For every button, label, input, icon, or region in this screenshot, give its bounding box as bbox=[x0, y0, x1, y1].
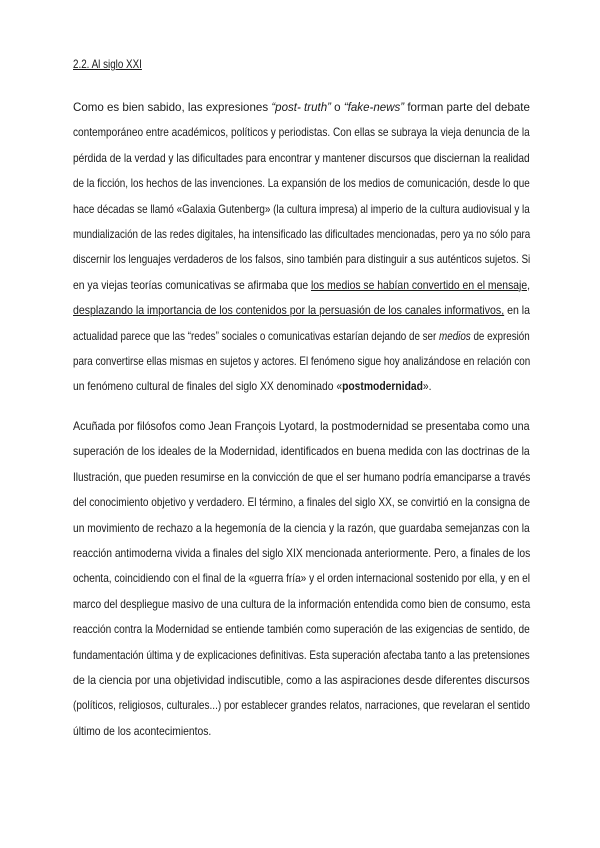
text-line bbox=[73, 516, 530, 541]
text-line bbox=[73, 439, 530, 464]
text-run: hace décadas se llamó «Galaxia Gutenberg» (la cultura impresa) al imperio de la cultura audiovisual y la bbox=[73, 201, 530, 216]
text-line-content bbox=[73, 273, 530, 298]
text-line bbox=[73, 120, 530, 145]
text-line bbox=[73, 566, 530, 591]
text-line-content bbox=[73, 349, 530, 374]
text-run: o bbox=[330, 100, 344, 114]
text-run: reacción antimoderna vivida a finales del siglo XIX mencionada anteriormente. Pero, a finales de los bbox=[73, 545, 531, 560]
text-line bbox=[73, 324, 530, 349]
text-run: fundamentación última y de explicaciones definitivas. Esta superación afectaba tanto a las pretensiones bbox=[73, 647, 530, 662]
text-run: Como es bien sabido, las expresiones bbox=[73, 100, 272, 114]
text-line-content bbox=[73, 120, 530, 145]
text-line bbox=[73, 414, 530, 439]
text-run: un fenómeno cultural de finales del siglo XX denominado « bbox=[73, 379, 343, 394]
text-line bbox=[73, 465, 530, 490]
text-line bbox=[73, 719, 530, 744]
text-line-content bbox=[73, 324, 530, 349]
text-run: de la ciencia por una objetividad indiscutible, como a las aspiraciones desde diferentes discursos bbox=[73, 672, 530, 687]
text-run: reacción contra la Modernidad se entiende también como superación de las exigencias de sentido, de bbox=[73, 622, 530, 637]
text-line-content bbox=[73, 516, 530, 541]
italic-text: “fake-news” bbox=[343, 100, 405, 114]
text-line bbox=[73, 592, 530, 617]
text-line bbox=[73, 490, 530, 515]
text-line-content bbox=[73, 668, 530, 693]
text-line-content bbox=[73, 171, 530, 196]
text-line-content bbox=[73, 414, 530, 439]
text-line-content bbox=[73, 197, 530, 222]
text-line bbox=[73, 247, 530, 272]
text-run: actualidad parece que las “redes” sociales o comunicativas estarían dejando de ser bbox=[73, 328, 440, 343]
text-run: contemporáneo entre académicos, políticos y periodistas. Con ellas se subraya la vieja denuncia de la bbox=[73, 125, 530, 140]
text-line bbox=[73, 693, 530, 718]
text-line-content bbox=[73, 719, 211, 744]
text-run: un movimiento de rechazo a la hegemonía de la ciencia y la razón, que guardaba semejanzas con la bbox=[73, 520, 530, 535]
italic-text: medios bbox=[439, 328, 471, 343]
text-line-content bbox=[73, 439, 530, 464]
text-run: Acuñada por filósofos como Jean François Lyotard, la postmodernidad se presentaba como una bbox=[73, 419, 530, 433]
text-line-content bbox=[73, 95, 530, 120]
text-run: de la ficción, los hechos de las invenciones. La expansión de los medios de comunicación, desde lo que bbox=[73, 176, 530, 191]
text-run: Ilustración, que pueden resumirse en la convicción de que el ser humano podría emanciparse a través bbox=[73, 469, 531, 484]
text-line-content bbox=[73, 374, 432, 399]
text-line-content bbox=[73, 643, 530, 668]
text-run: marco del despliegue masivo de una cultura de la información entendida como bien de consumo, esta bbox=[73, 596, 531, 611]
paragraph-2 bbox=[73, 414, 530, 744]
text-line bbox=[73, 222, 530, 247]
text-run: mundialización de las redes digitales, ha intensificado las dificultades mencionadas, pero ya no sólo para bbox=[73, 226, 531, 241]
text-line-content bbox=[73, 592, 530, 617]
text-line bbox=[73, 617, 530, 642]
text-line-content bbox=[73, 490, 530, 515]
text-line bbox=[73, 643, 530, 668]
text-line-content bbox=[73, 247, 530, 272]
text-line-content bbox=[73, 693, 530, 718]
text-run: (políticos, religiosos, culturales...) por establecer grandes relatos, narraciones, que revelaran el sentido bbox=[73, 698, 530, 713]
text-line-content bbox=[73, 541, 530, 566]
text-run: discernir los lenguajes verdaderos de los falsos, sino también para distinguir a sus auténticos sujetos. Si bbox=[73, 252, 531, 267]
text-run: pérdida de la verdad y las dificultades para encontrar y mantener discursos que disciernan la realidad bbox=[73, 150, 530, 165]
text-line-content bbox=[73, 465, 530, 490]
underlined-text: los medios se habían convertido en el mensaje, bbox=[310, 277, 530, 292]
text-run: en la bbox=[504, 303, 530, 318]
text-run: del conocimiento objetivo y verdadero. El término, a finales del siglo XX, se convirtió en la consigna de bbox=[73, 495, 530, 510]
text-line-content bbox=[73, 617, 530, 642]
text-run: ». bbox=[422, 379, 432, 394]
text-line bbox=[73, 374, 530, 399]
text-run: ochenta, coincidiendo con el final de la «guerra fría» y el orden internacional sostenido por ella, y en el bbox=[73, 571, 531, 586]
text-line bbox=[73, 197, 530, 222]
underlined-text: desplazando la importancia de los contenidos por la persuasión de los canales informativos, bbox=[73, 303, 505, 318]
bold-text: postmodernidad bbox=[342, 379, 423, 394]
text-line bbox=[73, 541, 530, 566]
text-run: para convertirse ellas mismas en sujetos y actores. El fenómeno sigue hoy analizándose en relación con bbox=[73, 353, 531, 368]
text-line bbox=[73, 349, 530, 374]
text-line-content bbox=[73, 298, 530, 323]
italic-text: “post- truth” bbox=[271, 100, 331, 114]
paragraph-1 bbox=[73, 95, 530, 400]
text-run: superación de los ideales de la Modernidad, identificados en buena medida con las doctrinas de la bbox=[73, 444, 530, 459]
section-heading: 2.2. Al siglo XXI bbox=[73, 57, 142, 71]
text-line bbox=[73, 95, 530, 120]
text-line-content bbox=[73, 146, 530, 171]
text-line bbox=[73, 668, 530, 693]
text-line bbox=[73, 171, 530, 196]
text-run: forman parte del debate bbox=[404, 100, 530, 114]
text-run: en ya viejas teorías comunicativas se afirmaba que bbox=[73, 277, 311, 292]
text-line bbox=[73, 298, 530, 323]
text-line-content bbox=[73, 222, 530, 247]
text-line-content bbox=[73, 566, 530, 591]
text-run: de expresión bbox=[470, 328, 530, 343]
text-run: último de los acontecimientos. bbox=[73, 723, 212, 738]
text-line bbox=[73, 273, 530, 298]
text-line bbox=[73, 146, 530, 171]
